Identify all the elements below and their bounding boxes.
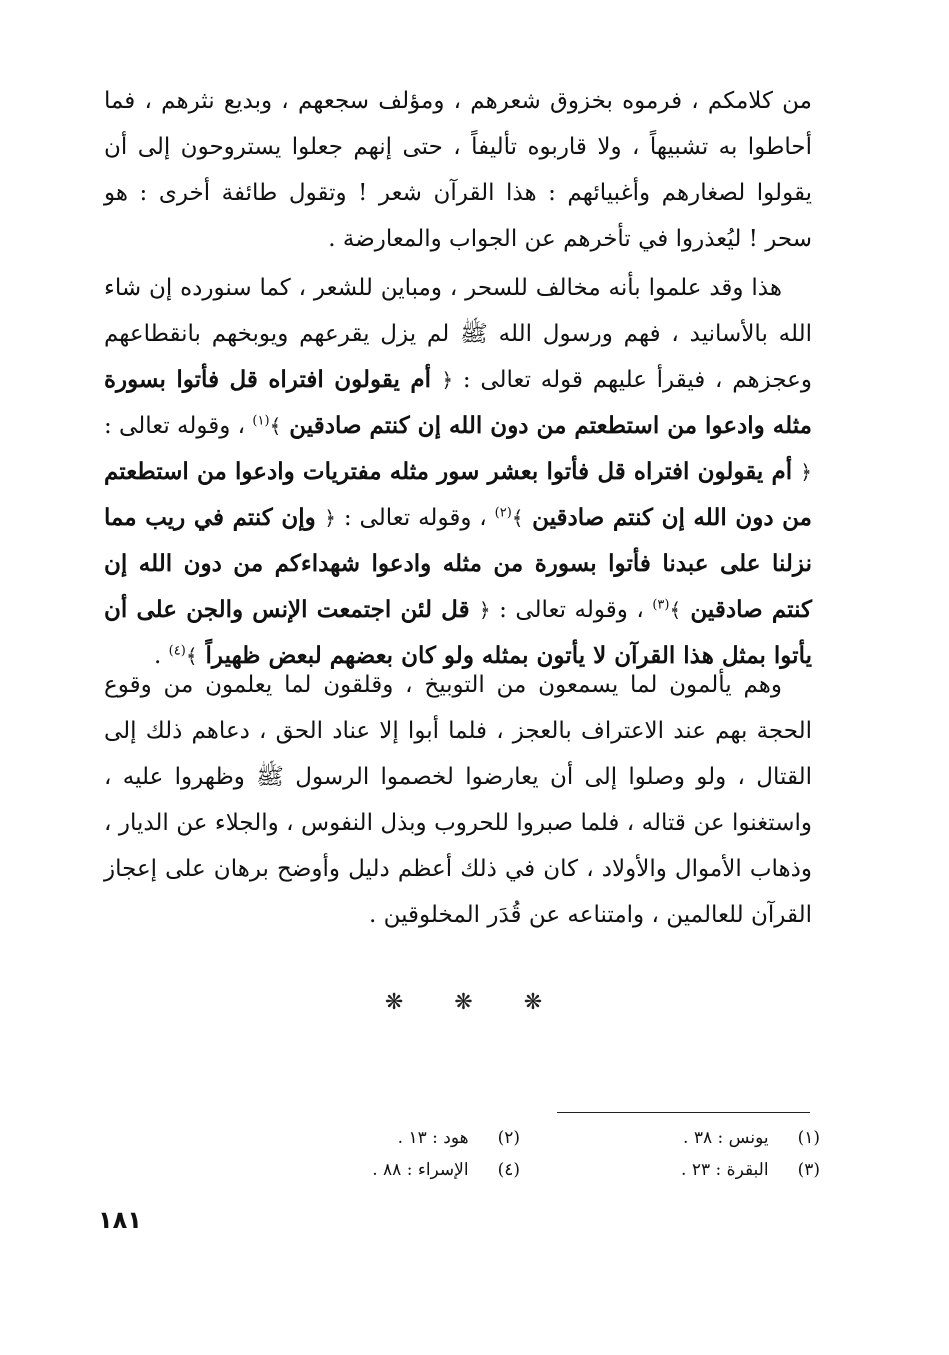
paragraph-3: [104, 662, 812, 938]
quran-verse-3-text: وإن كنتم في ريب مما نزلنا على عبدنا فأتوا بسورة من مثله وادعوا شهداءكم من دون الله إن كنتم صادقين: [104, 504, 812, 623]
footnote-number: (٢): [497, 1128, 520, 1148]
footnote-text: هود : ١٣ .: [397, 1128, 469, 1148]
footnote-row: [220, 1154, 820, 1186]
verse-close-bracket: ﴾: [669, 598, 682, 622]
closing-period: .: [154, 643, 162, 669]
connector-text: ، وقوله تعالى :: [103, 413, 246, 439]
footnote-ref-2: (٢): [494, 505, 512, 521]
footnote-number: (١): [797, 1128, 820, 1148]
paragraph-2: [104, 265, 812, 679]
verse-open-bracket: ﴿: [441, 368, 454, 392]
section-separator: ❋ ❋ ❋: [384, 990, 565, 1015]
footnote-text: الإسراء : ٨٨ .: [372, 1160, 469, 1180]
footnote-3: [520, 1154, 820, 1186]
paragraph-1-text: من كلامكم ، فرموه بخزوق شعرهم ، ومؤلف سجعهم ، وبديع نثرهم ، فما أحاطوا به تشبيهاً ، ولا قاربوه تأليفاً ، حتى إنهم جعلوا يستروحون إلى أن يقولوا لصغارهم وأغبيائهم : هذا القرآن شعر ! وتقول طائفة أخرى : هو سحر ! ليُعذروا في تأخرهم عن الجواب والمعارضة .: [104, 88, 812, 252]
verse-open-bracket: ﴿: [800, 460, 812, 484]
footnote-1: [520, 1122, 820, 1154]
paragraph-2-intro: هذا وقد علموا بأنه مخالف للسحر ، ومباين للشعر ، كما سنورده إن شاء الله بالأسانيد ، فهم ورسول الله ﷺ لم يزل يقرعهم ويوبخهم بانقطاعهم وعجزهم ، فيقرأ عليهم قوله تعالى :: [104, 275, 812, 393]
paragraph-1: [104, 78, 812, 262]
verse-close-bracket: ﴾: [269, 414, 282, 438]
quran-verse-2-text: أم يقولون افتراه قل فأتوا بعشر سور مثله مفتريات وادعوا من استطعتم من دون الله إن كنتم صادقين: [104, 458, 812, 531]
footnote-text: يونس : ٣٨ .: [683, 1128, 769, 1148]
footnote-ref-4: (٤): [168, 643, 186, 659]
verse-close-bracket: ﴾: [185, 644, 198, 668]
footnote-4: [220, 1154, 520, 1186]
footnote-divider: [557, 1112, 810, 1113]
verse-close-bracket: ﴾: [511, 506, 524, 530]
footnote-text: البقرة : ٢٣ .: [681, 1160, 769, 1180]
connector-text: ، وقوله تعالى :: [499, 597, 644, 623]
verse-open-bracket: ﴿: [324, 506, 337, 530]
footnotes: [220, 1122, 820, 1186]
quran-verse-1-text: أم يقولون افتراه قل فأتوا بسورة مثله وادعوا من استطعتم من دون الله إن كنتم صادقين: [104, 366, 812, 439]
footnote-ref-3: (٣): [652, 597, 670, 613]
quran-verse-4-text: قل لئن اجتمعت الإنس والجن على أن يأتوا بمثل هذا القرآن لا يأتون بمثله ولو كان بعضهم لبعض ظهيراً: [104, 596, 812, 669]
connector-text: ، وقوله تعالى :: [343, 505, 487, 531]
footnote-number: (٣): [797, 1160, 820, 1180]
footnote-row: [220, 1122, 820, 1154]
footnote-ref-1: (١): [252, 413, 270, 429]
paragraph-3-text: وهم يألمون لما يسمعون من التوبيخ ، وقلقون لما يعلمون من وقوع الحجة بهم عند الاعتراف بالعجز ، فلما أبوا إلا عناد الحق ، دعاهم ذلك إلى القتال ، ولو وصلوا إلى أن يعارضوا لخصموا الرسول ﷺ وظهروا عليه ، واستغنوا عن قتاله ، فلما صبروا للحروب وبذل النفوس ، والجلاء عن الديار ، وذهاب الأموال والأولاد ، كان في ذلك أعظم دليل وأوضح برهان على إعجاز القرآن للعالمين ، وامتناعه عن قُدَر المخلوقين .: [104, 672, 812, 928]
verse-open-bracket: ﴿: [478, 598, 491, 622]
footnote-number: (٤): [497, 1160, 520, 1180]
footnote-2: [220, 1122, 520, 1154]
page-number: ١٨١: [98, 1206, 142, 1234]
